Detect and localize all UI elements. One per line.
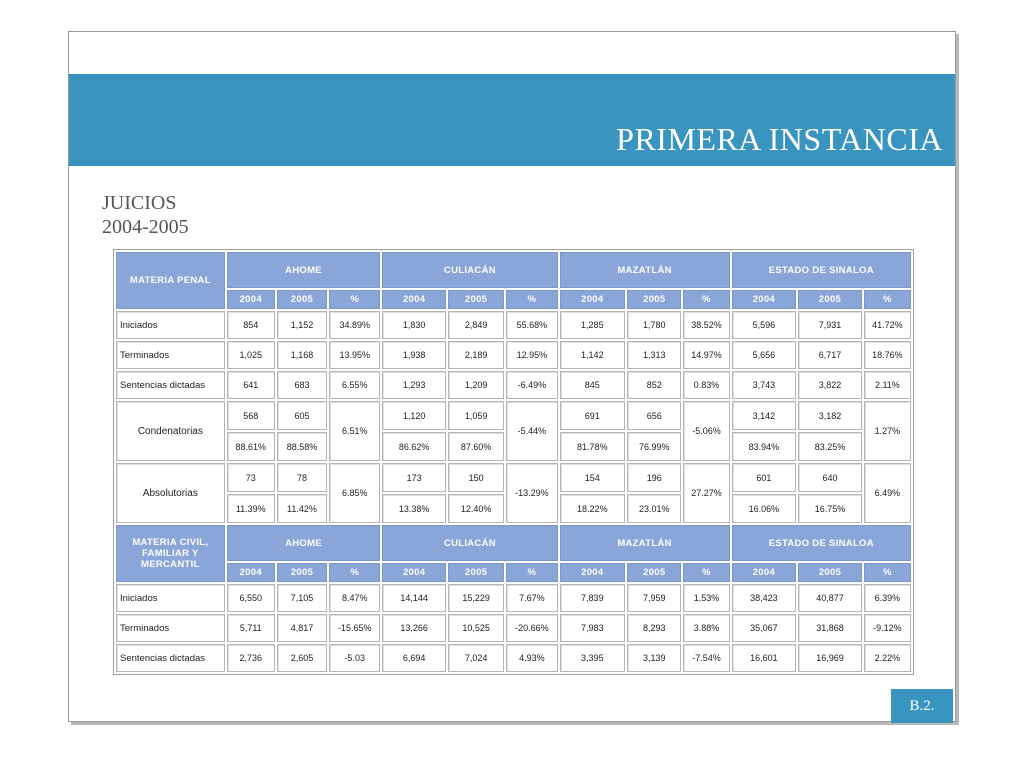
- subtitle-line-2: 2004-2005: [102, 216, 189, 238]
- table-cell: 13.38%: [382, 494, 446, 523]
- table-cell: 3,743: [732, 371, 797, 399]
- row-label: Terminados: [116, 341, 225, 369]
- table-row-penal-terminados: [116, 341, 911, 369]
- table-cell: 88.61%: [227, 432, 275, 461]
- table-cell: 3,142: [732, 401, 797, 430]
- table-cell: 3,182: [798, 401, 862, 430]
- table-cell: 173: [382, 463, 446, 492]
- table-cell: 83.25%: [798, 432, 862, 461]
- table-cell: 7,959: [627, 584, 681, 612]
- table-cell: 605: [277, 401, 327, 430]
- table-cell: 31,868: [798, 614, 862, 642]
- table-cell: 2.22%: [864, 644, 911, 672]
- table-cell: 38,423: [732, 584, 797, 612]
- table-cell: 4.93%: [506, 644, 557, 672]
- table-cell: 1,120: [382, 401, 446, 430]
- table-cell: 1,168: [277, 341, 327, 369]
- col-2004: 2004: [227, 290, 275, 309]
- region-header-culiacan: CULIACÁN: [382, 525, 557, 561]
- table-cell: 641: [227, 371, 275, 399]
- table-cell: 41.72%: [864, 311, 911, 339]
- table-cell: 196: [627, 463, 681, 492]
- table-cell: 35,067: [732, 614, 797, 642]
- table-cell: 6.55%: [329, 371, 380, 399]
- table-cell: 55.68%: [506, 311, 557, 339]
- col-2005: 2005: [798, 563, 862, 582]
- table-cell: 845: [560, 371, 626, 399]
- table-cell: 81.78%: [560, 432, 626, 461]
- table-cell: 6.49%: [864, 463, 911, 523]
- region-header-mazatlan: MAZATLÁN: [560, 525, 730, 561]
- title-banner: [69, 74, 955, 166]
- table-cell: 6.51%: [329, 401, 380, 461]
- table-cell: 15,229: [448, 584, 504, 612]
- table-cell: 16,601: [732, 644, 797, 672]
- col-2005: 2005: [798, 290, 862, 309]
- row-label: Sentencias dictadas: [116, 644, 225, 672]
- row-label: Absolutorias: [116, 463, 225, 523]
- table-cell: 1,938: [382, 341, 446, 369]
- table-cell: 852: [627, 371, 681, 399]
- col-2005: 2005: [627, 563, 681, 582]
- col-2005: 2005: [448, 563, 504, 582]
- table-row-civil-sentencias: [116, 644, 911, 672]
- col-2005: 2005: [627, 290, 681, 309]
- col-2004: 2004: [732, 290, 797, 309]
- subtitle-line-1: JUICIOS: [102, 192, 177, 214]
- table-cell: 5,656: [732, 341, 797, 369]
- col-2004: 2004: [382, 290, 446, 309]
- slide-number-badge: B.2.: [891, 689, 953, 723]
- table-cell: 11.42%: [277, 494, 327, 523]
- col-pct: %: [329, 563, 380, 582]
- table-cell: 2,189: [448, 341, 504, 369]
- table-cell: 73: [227, 463, 275, 492]
- region-header-sinaloa: ESTADO DE SINALOA: [732, 525, 911, 561]
- table-cell: 5,711: [227, 614, 275, 642]
- row-label: Iniciados: [116, 584, 225, 612]
- slide: [68, 31, 956, 722]
- col-2004: 2004: [732, 563, 797, 582]
- civil-header-row: [116, 525, 911, 561]
- col-pct: %: [864, 290, 911, 309]
- slide-title: PRIMERA INSTANCIA: [616, 121, 943, 157]
- table-cell: 1.27%: [864, 401, 911, 461]
- table-cell: 6,694: [382, 644, 446, 672]
- table-cell: 3.88%: [683, 614, 729, 642]
- table-cell: 7,105: [277, 584, 327, 612]
- col-pct: %: [683, 290, 729, 309]
- table-cell: -15.65%: [329, 614, 380, 642]
- table-cell: 6,717: [798, 341, 862, 369]
- table-cell: 18.76%: [864, 341, 911, 369]
- table-cell: 1.53%: [683, 584, 729, 612]
- table-cell: 7,839: [560, 584, 626, 612]
- region-header-culiacan: CULIACÁN: [382, 252, 557, 288]
- col-2005: 2005: [277, 563, 327, 582]
- table-cell: -7.54%: [683, 644, 729, 672]
- table-cell: -5.03: [329, 644, 380, 672]
- table-cell: 14,144: [382, 584, 446, 612]
- table-cell: 14.97%: [683, 341, 729, 369]
- col-2004: 2004: [227, 563, 275, 582]
- row-label: Iniciados: [116, 311, 225, 339]
- region-header-sinaloa: ESTADO DE SINALOA: [732, 252, 911, 288]
- table-cell: 1,059: [448, 401, 504, 430]
- table-cell: 18.22%: [560, 494, 626, 523]
- table-cell: 1,152: [277, 311, 327, 339]
- civil-years-row: [116, 563, 911, 582]
- col-2005: 2005: [448, 290, 504, 309]
- table-cell: 1,285: [560, 311, 626, 339]
- table-cell: 150: [448, 463, 504, 492]
- table-cell: -5.06%: [683, 401, 729, 461]
- table-cell: 27.27%: [683, 463, 729, 523]
- table-cell: 86.62%: [382, 432, 446, 461]
- table-cell: 16.06%: [732, 494, 797, 523]
- table-cell: 2,849: [448, 311, 504, 339]
- table-cell: 8,293: [627, 614, 681, 642]
- table-cell: 0.83%: [683, 371, 729, 399]
- row-label: Condenatorias: [116, 401, 225, 461]
- table-cell: 16.75%: [798, 494, 862, 523]
- table-cell: 38.52%: [683, 311, 729, 339]
- table-cell: 1,209: [448, 371, 504, 399]
- table-cell: 34.89%: [329, 311, 380, 339]
- col-2004: 2004: [560, 290, 626, 309]
- table-cell: 640: [798, 463, 862, 492]
- table-row-civil-iniciados: [116, 584, 911, 612]
- table-cell: 7,024: [448, 644, 504, 672]
- table-cell: 88.58%: [277, 432, 327, 461]
- table-cell: 10,525: [448, 614, 504, 642]
- table-cell: 13.95%: [329, 341, 380, 369]
- table-cell: 4,817: [277, 614, 327, 642]
- table-cell: 40,877: [798, 584, 862, 612]
- table-cell: 2,736: [227, 644, 275, 672]
- col-pct: %: [864, 563, 911, 582]
- table-cell: 1,780: [627, 311, 681, 339]
- table-cell: -5.44%: [506, 401, 557, 461]
- table-cell: 1,830: [382, 311, 446, 339]
- region-header-ahome: AHOME: [227, 525, 381, 561]
- table-cell: 78: [277, 463, 327, 492]
- table-cell: 76.99%: [627, 432, 681, 461]
- table-row-condenatorias-counts: [116, 401, 911, 430]
- row-label: Sentencias dictadas: [116, 371, 225, 399]
- penal-years-row: [116, 290, 911, 309]
- table-cell: -20.66%: [506, 614, 557, 642]
- table-cell: -9.12%: [864, 614, 911, 642]
- table-cell: 568: [227, 401, 275, 430]
- col-pct: %: [683, 563, 729, 582]
- table-cell: 13,266: [382, 614, 446, 642]
- col-2005: 2005: [277, 290, 327, 309]
- table-cell: 1,142: [560, 341, 626, 369]
- table-cell: 7.67%: [506, 584, 557, 612]
- table-cell: 683: [277, 371, 327, 399]
- table-row-absolutorias-counts: [116, 463, 911, 492]
- region-header-mazatlan: MAZATLÁN: [560, 252, 730, 288]
- table-cell: -6.49%: [506, 371, 557, 399]
- table-cell: 83.94%: [732, 432, 797, 461]
- table-cell: 2,605: [277, 644, 327, 672]
- col-pct: %: [506, 290, 557, 309]
- table-cell: 87.60%: [448, 432, 504, 461]
- col-pct: %: [506, 563, 557, 582]
- table-cell: 3,822: [798, 371, 862, 399]
- region-header-ahome: AHOME: [227, 252, 381, 288]
- table-cell: 6.39%: [864, 584, 911, 612]
- data-table: [114, 250, 913, 674]
- col-2004: 2004: [382, 563, 446, 582]
- table-cell: 6.85%: [329, 463, 380, 523]
- table-cell: 1,025: [227, 341, 275, 369]
- table-cell: 12.40%: [448, 494, 504, 523]
- table-row-penal-sentencias: [116, 371, 911, 399]
- table-cell: 1,293: [382, 371, 446, 399]
- table-cell: 3,395: [560, 644, 626, 672]
- table-cell: 7,983: [560, 614, 626, 642]
- table-cell: 11.39%: [227, 494, 275, 523]
- civil-section-label: MATERIA CIVIL, FAMILIAR Y MERCANTIL: [116, 525, 225, 582]
- table-cell: 656: [627, 401, 681, 430]
- row-label: Terminados: [116, 614, 225, 642]
- table-cell: 5,596: [732, 311, 797, 339]
- table-cell: 7,931: [798, 311, 862, 339]
- table-cell: 1,313: [627, 341, 681, 369]
- table-cell: 23.01%: [627, 494, 681, 523]
- penal-header-row: [116, 252, 911, 288]
- penal-section-label: MATERIA PENAL: [116, 252, 225, 309]
- table-cell: -13.29%: [506, 463, 557, 523]
- table-row-penal-iniciados: [116, 311, 911, 339]
- table-cell: 691: [560, 401, 626, 430]
- table-cell: 601: [732, 463, 797, 492]
- col-pct: %: [329, 290, 380, 309]
- juicios-table: [113, 249, 914, 675]
- table-cell: 2.11%: [864, 371, 911, 399]
- col-2004: 2004: [560, 563, 626, 582]
- table-row-civil-terminados: [116, 614, 911, 642]
- table-cell: 12.95%: [506, 341, 557, 369]
- table-cell: 154: [560, 463, 626, 492]
- table-cell: 854: [227, 311, 275, 339]
- table-cell: 8.47%: [329, 584, 380, 612]
- slide-subtitle: [102, 191, 189, 239]
- table-cell: 16,969: [798, 644, 862, 672]
- table-cell: 3,139: [627, 644, 681, 672]
- table-cell: 6,550: [227, 584, 275, 612]
